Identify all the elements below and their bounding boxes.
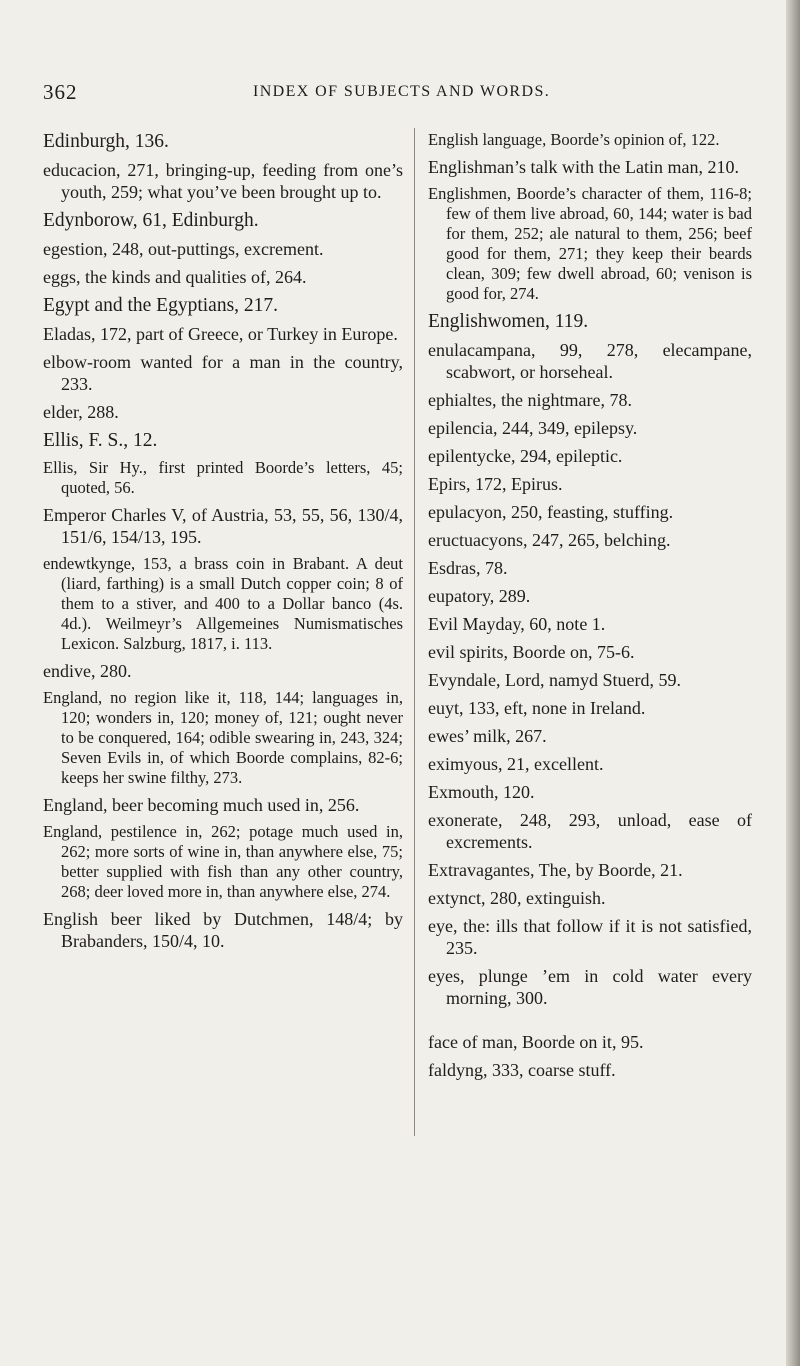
page-edge (786, 0, 800, 1366)
index-entry: egestion, 248, out-puttings, excrement. (43, 239, 324, 259)
index-entry: elbow-room wanted for a man in the country, 233. (43, 352, 403, 394)
index-entry: enulacampana, 99, 278, elecampane, scabwort, or horseheal. (428, 340, 752, 382)
index-entry: epilencia, 244, 349, epilepsy. (428, 418, 638, 438)
index-entry: Exmouth, 120. (428, 782, 535, 802)
index-entry: elder, 288. (43, 402, 119, 422)
index-entry: eructuacyons, 247, 265, belching. (428, 530, 671, 550)
index-entry: euyt, 133, eft, none in Ireland. (428, 698, 646, 718)
index-entry: Edynborow, 61, Edinburgh. (43, 210, 259, 231)
index-entry: England, beer becoming much used in, 256. (43, 795, 360, 815)
index-entry: England, pestilence in, 262; potage much used in, 262; more sorts of wine in, than anywhere else, 75; better supplied with fish than any other country, 268; deer loved more in, than anywhere else, 274. (43, 822, 403, 901)
index-entry: faldyng, 333, coarse stuff. (428, 1060, 616, 1080)
index-entry: Ellis, F. S., 12. (43, 430, 158, 451)
index-entry: Extravagantes, The, by Boorde, 21. (428, 860, 683, 880)
index-entry: endewtkynge, 153, a brass coin in Brabant. A deut (liard, farthing) is a small Dutch copper coin; 8 of them to a stiver, and 400 to a Dollar banco (4s. 4d.). Weilmeyr’s Allgemeines Numismatisches Lexicon. Salzburg, 1817, i. 113. (43, 554, 403, 653)
index-entry: Egypt and the Egyptians, 217. (43, 295, 279, 316)
index-entry: Epirs, 172, Epirus. (428, 474, 563, 494)
index-entry: exonerate, 248, 293, unload, ease of excrements. (428, 810, 752, 852)
right-column (428, 130, 752, 1087)
index-entry: ewes’ milk, 267. (428, 726, 547, 746)
index-entry: eggs, the kinds and qualities of, 264. (43, 267, 307, 287)
index-entry: epilentycke, 294, epileptic. (428, 446, 623, 466)
index-entry: Emperor Charles V, of Austria, 53, 55, 56, 130/4, 151/6, 154/13, 195. (43, 505, 403, 547)
index-entry: English beer liked by Dutchmen, 148/4; by Brabanders, 150/4, 10. (43, 909, 403, 951)
index-entry: Evyndale, Lord, namyd Stuerd, 59. (428, 670, 681, 690)
column-divider (414, 128, 415, 1136)
index-entry: England, no region like it, 118, 144; languages in, 120; wonders in, 120; money of, 121; ought never to be conquered, 164; odible swearing in, 243, 324; Seven Evils in, of which Boorde complains, 82-6; keeps her swine filthy, 273. (43, 688, 403, 787)
index-entry: eupatory, 289. (428, 586, 531, 606)
index-entry: English language, Boorde’s opinion of, 122. (428, 130, 720, 149)
page-header (43, 80, 613, 110)
index-entry: Englishmen, Boorde’s character of them, 116-8; few of them live abroad, 60, 144; water is bad for them, 252; ale natural to them, 256; beef good for them, 271; they keep their beards clean, 309; few dwell abroad, 60; venison is good for, 274. (428, 184, 752, 303)
index-entry: face of man, Boorde on it, 95. (428, 1032, 644, 1052)
index-entry: eye, the: ills that follow if it is not satisfied, 235. (428, 916, 752, 958)
index-entry: Eladas, 172, part of Greece, or Turkey in Europe. (43, 324, 398, 344)
index-entry: Ellis, Sir Hy., first printed Boorde’s letters, 45; quoted, 56. (43, 458, 403, 497)
index-entry: eyes, plunge ’em in cold water every morning, 300. (428, 966, 752, 1008)
index-entry: Edinburgh, 136. (43, 131, 169, 152)
index-entry: Englishman’s talk with the Latin man, 210. (428, 157, 739, 177)
index-entry: ephialtes, the nightmare, 78. (428, 390, 632, 410)
page-number: 362 (43, 80, 78, 104)
index-entry: extynct, 280, extinguish. (428, 888, 606, 908)
left-column (43, 130, 403, 958)
index-entry: epulacyon, 250, feasting, stuffing. (428, 502, 674, 522)
index-entry: evil spirits, Boorde on, 75-6. (428, 642, 635, 662)
index-entry: educacion, 271, bringing-up, feeding from one’s youth, 259; what you’ve been brought up to. (43, 160, 403, 202)
index-entry: endive, 280. (43, 661, 132, 681)
index-entry: Esdras, 78. (428, 558, 508, 578)
index-entry: Evil Mayday, 60, note 1. (428, 614, 606, 634)
index-entry: Englishwomen, 119. (428, 311, 589, 332)
running-head: INDEX OF SUBJECTS AND WORDS. (253, 83, 551, 100)
index-entry: eximyous, 21, excellent. (428, 754, 604, 774)
